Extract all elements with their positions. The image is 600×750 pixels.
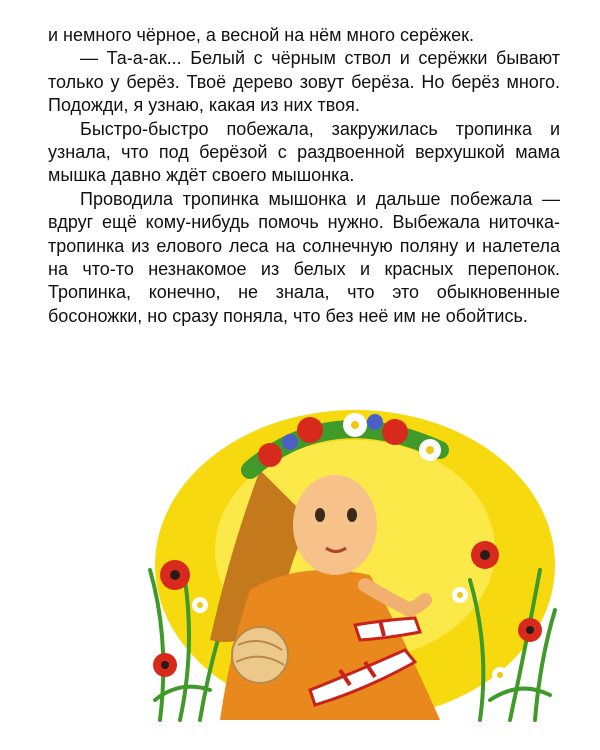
illustration-girl-meadow (140, 400, 560, 730)
paragraph-2: — Та-а-ак... Белый с чёрным ствол и серёжки бывают только у берёз. Твоё дерево зовут берёза. Но берёз много. Подожди, я узнаю, какая из них твоя. (48, 48, 560, 116)
paragraph-4: Проводила тропинка мышонка и дальше побежала — вдруг ещё кому-нибудь помочь нужно. Выбежала ниточка-тропинка из елового леса на солнечную поляну и налетела на что-то незнакомое из белых и красных перепонок. Тропинка, конечно, не знала, что это обыкновенные босоножки, но сразу поняла, что без неё им не обойтись. (48, 188, 560, 326)
right-eye (347, 508, 357, 522)
yarn-ball (232, 627, 288, 683)
left-eye (315, 508, 325, 522)
face (293, 475, 377, 575)
paragraph-1: и немного чёрное, а весной на нём много серёжек. (48, 25, 475, 45)
paragraph-3: Быстро-быстро побежала, закружилась тропинка и узнала, что под берёзой с раздвоенной верхушкой мама мышка давно ждёт своего мышонка. (48, 118, 560, 186)
story-illustration (140, 400, 560, 730)
story-text (48, 24, 560, 328)
